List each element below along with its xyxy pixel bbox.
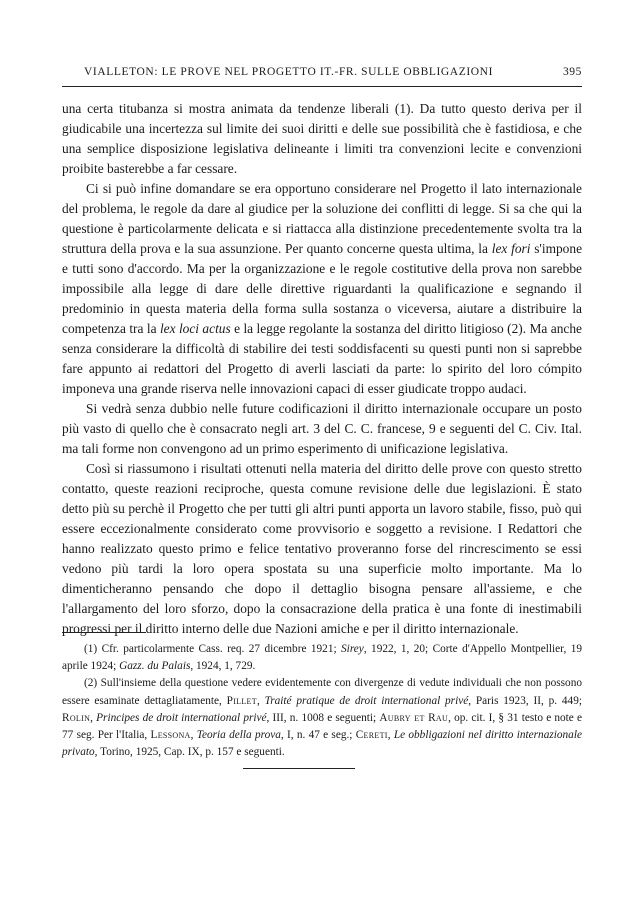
- paragraph-2-text-b: s'impone e tutti sono d'accordo. Ma per la organizzazione e le regole costitutive della prova non sarebbe impossibile alla legge di dare delle direttive riguardanti la qualificazione e segnando il predominio in questa materia della forma sulla sostanza o viceversa, aiutare a distribuire la competenza tra la: [62, 241, 583, 336]
- author-pillet: Pillet: [226, 694, 257, 707]
- footnote-2-text-i: ,: [387, 729, 394, 742]
- footnote-rule: [62, 632, 146, 633]
- title-obbligazioni: Le obbligazioni nel diritto internazionale privato: [62, 729, 582, 759]
- footnote-2-text-b: ,: [256, 694, 265, 707]
- lex-fori-term: lex fori: [491, 241, 531, 256]
- footnote-2-text-h: , I, n. 47 e seg.;: [280, 729, 356, 742]
- title-traite: Traité pratique de droit international privé: [264, 694, 469, 707]
- header-rule: [62, 86, 582, 87]
- page-number: 395: [562, 66, 582, 78]
- footnote-2: [62, 675, 582, 761]
- author-rolin: Rolin: [62, 711, 91, 724]
- paragraph-2: [62, 179, 582, 399]
- footnote-2-text-g: ,: [190, 729, 197, 742]
- footnote-2-text-f: , op. cit. I, § 31 testo e note e 77 seg. Per l'Italia,: [62, 711, 583, 742]
- paragraph-2-text-c: e la legge regolante la sostanza del diritto litigioso (2). Ma anche senza considerare la difficoltà di stabilire dei testi soddisfacenti su questi punti non si saprebbe fare appunto ai redattori del Progetto di averli lasciati da parte: lo spirito del loro cómpito imponeva una grande riserva nelle innovazioni capaci di esser giudicate troppo audaci.: [62, 321, 582, 396]
- footnote-1-sirey: Sirey: [341, 643, 364, 655]
- author-aubry-rau: Aubry et Rau: [379, 711, 449, 724]
- paragraph-1: una certa titubanza si mostra animata da tendenze liberali (1). Da tutto questo deriva per il giudicabile una incertezza sul limite dei suoi diritti e delle sue possibilità che è fastidiosa, e che una semplice disposizione legislativa delineante i limiti tra convenzioni lecite e convenzioni proibite basterebbe a far cessare.: [62, 101, 582, 176]
- author-cereti: Cereti: [355, 729, 388, 742]
- footnote-2-text-c: , Paris 1923, II, p. 449;: [468, 694, 582, 707]
- body-text: [62, 99, 582, 639]
- running-title: VIALLETON: LE PROVE NEL PROGETTO IT.-FR. SULLE OBBLIGAZIONI: [84, 66, 494, 78]
- footnote-2-text-d: ,: [90, 711, 97, 724]
- footnote-1-text-c: , 1924, 1, 729.: [190, 660, 256, 673]
- author-lessona: Lessona: [150, 729, 191, 742]
- footnote-2-text-e: , III, n. 1008 e seguenti;: [266, 711, 380, 724]
- title-principes: Principes de droit international privé: [96, 711, 267, 724]
- footnote-1-text-a: (1) Cfr. particolarmente Cass. req. 27 dicembre 1921;: [84, 643, 342, 655]
- paragraph-2-text-a: Ci si può infine domandare se era opportuno considerare nel Progetto il lato internazionale del problema, le regole da dare al giudice per la soluzione dei conflitti di legge. Si sa che qui la questione è particolarmente delicata e si riattacca alla distinzione precedentemente svolta tra la struttura della prova e la sua assunzione. Per quanto concerne questa ultima, la: [62, 181, 582, 256]
- lex-loci-actus-term: lex loci actus: [159, 321, 231, 336]
- paragraph-4: Così si riassumono i risultati ottenuti nella materia del diritto delle prove con questo stretto contatto, queste reazioni reciproche, questa comune revisione delle due legislazioni. È stato detto più su perchè il Progetto che per tutti gli altri punti apporta un lavoro stabile, fisso, può qui essere eccezionalmente considerato come provvisorio e soggetto a revisione. I Redattori che hanno realizzato questo primo e felice tentativo proveranno forse del rincrescimento se essi vedono più tardi la loro opera spostata su una superficie molto importante. Ma lo dimenticheranno pensando che dopo il dettaglio bisogna pensare all'assieme, e che l'allargamento del loro sforzo, dopo la consacrazione della pratica è una fonte di inestimabili progressi per il diritto interno delle due Nazioni amiche e per il diritto internazionale.: [62, 461, 582, 636]
- end-rule: [243, 768, 355, 769]
- running-head: [62, 66, 582, 82]
- title-teoria: Teoria della prova: [196, 729, 281, 742]
- footnote-2-text-a: (2) Sull'insieme della questione vedere evidentemente con divergenze di vedute individuali che non possono essere esaminate dettagliatamente,: [62, 677, 582, 707]
- footnote-1-text-b: , 1922, 1, 20; Corte d'Appello Montpellier, 19 aprile 1924;: [62, 643, 582, 673]
- paragraph-3: Si vedrà senza dubbio nelle future codificazioni il diritto internazionale occupare un posto più vasto di quello che è consacrato negli art. 3 del C. C. francese, 9 e seguenti del C. Civ. Ital. ma tali forme non convengono ad un primo esperimento di unificazione legislativa.: [62, 401, 582, 456]
- footnote-1: [62, 641, 582, 675]
- footnote-2-text-j: , Torino, 1925, Cap. IX, p. 157 e seguenti.: [94, 746, 285, 759]
- footnotes: [62, 641, 582, 761]
- footnote-1-gazz: Gazz. du Palais: [119, 660, 191, 673]
